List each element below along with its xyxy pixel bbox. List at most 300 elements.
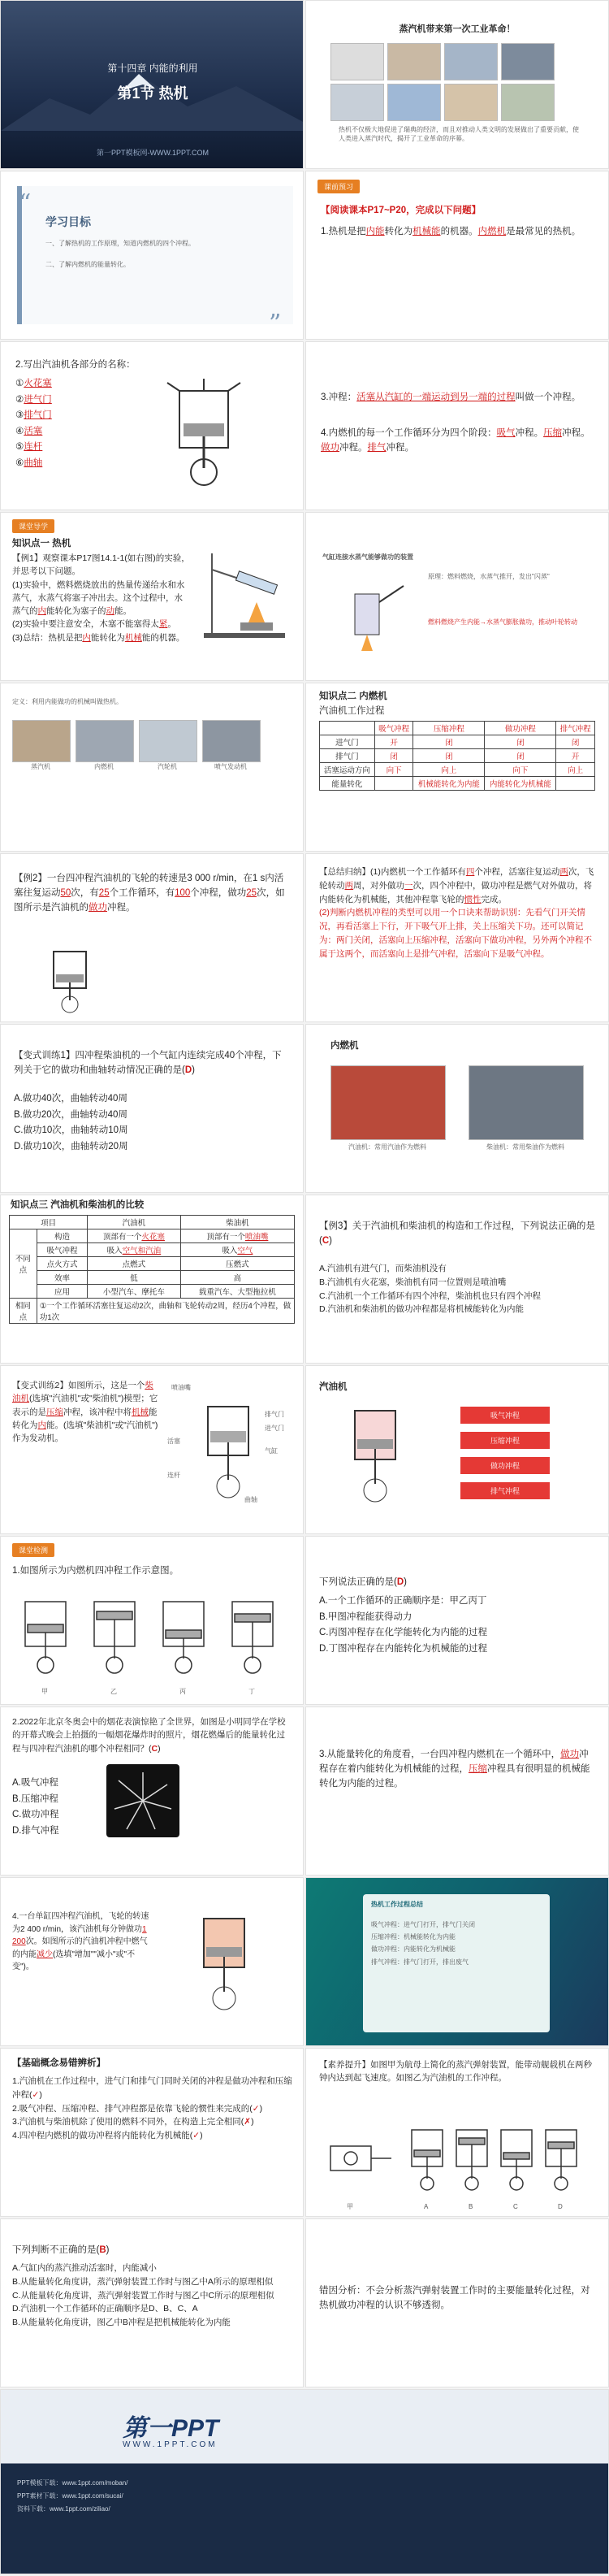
device-caption: 燃料燃烧产生内能→水蒸气膨胀做功，推动叶轮转动: [428, 618, 577, 626]
answer: C: [322, 1235, 330, 1246]
cell: [374, 777, 413, 791]
mnemonic: (2)判断内燃机冲程的类型可以用一个口诀来帮助识别：先看气门开关情况，再看活塞上下行，开下吸气开上排，关上压缩关下功。还可以简记为：两门关闭，活塞向上压缩冲程，活塞向下做功冲程，另外两个冲程不属于这两个，而活塞向上是排气冲程，活塞向下是吸气冲程。: [319, 908, 592, 959]
slide-variant-2: [0, 1365, 304, 1534]
q-end: ): [106, 2245, 110, 2255]
p3c: 叫做一个冲程。: [515, 392, 581, 402]
t: ): [200, 2131, 203, 2141]
step-exhaust: 排气冲程: [460, 1482, 550, 1499]
photo-train: [501, 43, 555, 80]
options: [319, 1262, 595, 1316]
row-label: 排气门: [320, 749, 375, 763]
ans-3: 内燃机: [477, 227, 507, 236]
question: 1.如图所示为内燃机四冲程工作示意图。: [12, 1566, 179, 1576]
option-a: A.一个工作循环的正确顺序是：甲乙丙丁: [319, 1596, 487, 1606]
items: [12, 2075, 293, 2143]
th-4: 排气冲程: [556, 722, 595, 735]
row-label: 应用: [37, 1285, 87, 1299]
cell: 闭: [556, 735, 595, 749]
question: [12, 2244, 110, 2258]
stroke-power: 做功: [321, 442, 339, 453]
cell: 向下: [485, 763, 556, 777]
engine-diagram: [330, 1403, 420, 1516]
answer: B: [99, 2245, 106, 2255]
note: B.从能量转化角度讲，图乙中B冲程是把机械能转化为内能: [12, 2318, 231, 2328]
e3: (2)实验中要注意安全，木塞不能塞得太: [12, 619, 159, 630]
slide-enhancement: [305, 2048, 609, 2217]
mark: ✓: [192, 2131, 201, 2141]
option-c: C.丙图冲程存在化学能转化为内能的过程: [319, 1628, 487, 1638]
cell: [556, 777, 595, 791]
e4c: 能的机器。: [141, 632, 185, 643]
q: 【变式训练1】四冲程柴油机的一个气缸内连续完成40个冲程，下列关于它的做功和曲轴转动情况正确的是(: [14, 1051, 282, 1075]
t: ): [259, 2103, 263, 2114]
n4: ④: [15, 426, 24, 436]
ans: 两: [559, 867, 568, 877]
analysis: 错因分析：不会分析蒸汽弹射装置工作时的主要能量转化过程，对热机做功冲程的认识不够透彻。: [319, 2286, 590, 2310]
photo-car: [444, 84, 498, 121]
option-a: A.气缸内的蒸汽推动活塞时，内能减小: [12, 2263, 157, 2273]
mark: ✗: [244, 2117, 252, 2127]
q1-c: 的机器。: [440, 227, 478, 236]
slide-industrial-revolution: [305, 0, 609, 169]
photo-turbine: [139, 720, 197, 762]
stroke-flow: [460, 1407, 550, 1499]
a1: 内: [37, 606, 46, 617]
ans: 做功: [89, 902, 107, 913]
ans: 内: [37, 1420, 46, 1430]
label-cylinder: 气缸: [265, 1447, 278, 1455]
stroke-table: [319, 721, 595, 791]
knowledge-head: 知识点二 内燃机: [319, 692, 387, 701]
footer-2: PPT素材下载：www.1ppt.com/sucai/: [17, 2492, 123, 2500]
diesel-diagram: [188, 1390, 269, 1512]
e4: (3)总结：热机是把: [12, 632, 83, 643]
photo-motorcycle: [330, 1065, 446, 1140]
option-b: B.汽油机有火花塞，柴油机有同一位置则是喷油嘴: [319, 1277, 507, 1287]
label-rod: 连杆: [167, 1472, 180, 1479]
label-c: C: [513, 2203, 518, 2210]
cell: 小型汽车、摩托车: [88, 1285, 181, 1299]
label-a: 甲: [41, 1688, 48, 1695]
q1-b: 转化为: [384, 227, 413, 236]
p4b-4: 冲程。: [386, 442, 414, 453]
knowledge-head: 知识点一 热机: [12, 539, 71, 549]
caption: 热机不仅极大地促进了瑞典的经济，而且对推动人类文明的发展做出了重要贡献，使人类进入蒸汽时代，揭开了工业革命的序幕。: [339, 126, 579, 142]
example-text: [14, 872, 290, 915]
stroke-compression: 压缩: [543, 428, 563, 438]
section-title: 第1节 热机: [117, 85, 188, 102]
slide-ending: [0, 2389, 609, 2574]
t3: (选填"增加""减小"或"不变")。: [12, 1949, 136, 1971]
e2: (1)实验中，燃料燃烧放出的热量传递给水和水蒸气，水蒸气将塞子冲出去。这个过程中，水蒸气的: [12, 579, 185, 617]
p3-answer: 活塞从汽缸的一端运动到另一端的过程: [356, 392, 516, 402]
cell: 向下: [374, 763, 413, 777]
th: 柴油机: [180, 1216, 294, 1229]
t6: 完成。: [481, 894, 507, 904]
question: [319, 1748, 595, 1791]
p4a: 4.内燃机的每一个工作循环分为四个阶段：: [321, 428, 497, 438]
slide-variant-1: [0, 1024, 304, 1193]
t4: 周，对外做功: [353, 880, 404, 891]
option-a: A.做功40次，曲轴转动40周: [14, 1094, 127, 1104]
slide-goals: [0, 171, 304, 340]
summary-text: [319, 865, 597, 961]
cell: 闭: [413, 735, 485, 749]
caption-1: 汽油机：常用汽油作为燃料: [348, 1143, 426, 1151]
cell: 高: [180, 1271, 294, 1285]
slide-engine-parts: [0, 341, 304, 510]
badge: 课前预习: [317, 180, 360, 193]
label-piston: 活塞: [167, 1438, 180, 1445]
ans-1: 内能: [365, 227, 385, 236]
comparison-table: [9, 1215, 295, 1324]
answer: D: [184, 1065, 192, 1075]
t: 1.汽油机在工作过程中，进气门和排气门同时关闭的冲程是做功冲程和压缩冲程(: [12, 2076, 292, 2100]
stroke-exhaust: 排气: [367, 442, 387, 453]
option-d: D.丁图冲程存在内能转化为机械能的过程: [319, 1643, 487, 1654]
question: [319, 1576, 407, 1590]
answer: D: [396, 1577, 404, 1587]
t1: 【变式训练2】如图所示，这是一个: [12, 1381, 145, 1390]
options: [319, 1594, 487, 1657]
label-a: A: [424, 2203, 429, 2210]
cell: 闭: [485, 735, 556, 749]
t: 3.汽油机与柴油机除了使用的燃料不同外，在构造上完全相同(: [12, 2117, 244, 2127]
ans: 压缩: [46, 1407, 63, 1417]
t5: 能。(选填"柴油机"或"汽油机")作为发动机。: [12, 1420, 158, 1444]
card-rows: [371, 1919, 542, 1968]
engine-diagram: [179, 1902, 269, 2024]
cell: 点燃式: [88, 1257, 181, 1271]
photo-plane: [330, 84, 384, 121]
label-d: 丁: [248, 1688, 255, 1695]
q-end: ): [158, 1743, 161, 1754]
definition: 定义：利用内能做功的机械叫做热机。: [12, 698, 123, 705]
p3: [321, 391, 597, 405]
q-end: ): [404, 1577, 407, 1587]
photo-steam-engine: [330, 43, 384, 80]
option-b: B.做功20次，曲轴转动40周: [14, 1109, 127, 1120]
p4b-3: 冲程。: [339, 442, 368, 453]
ans: 一: [404, 880, 413, 891]
cell: 内能转化为机械能: [485, 777, 556, 791]
answer: C: [151, 1743, 158, 1754]
ans: 做功: [560, 1750, 580, 1759]
photo-steam: [12, 720, 71, 762]
cylinder-diagram: [33, 943, 106, 1017]
slide-test-1: [0, 1536, 304, 1705]
ans: 压缩: [469, 1763, 487, 1774]
t4: 能转化为: [12, 1407, 158, 1430]
parts-list: [15, 376, 89, 471]
option-d: D.汽油机一个工作循环的正确顺序是D、B、C、A: [12, 2304, 198, 2314]
question: [12, 1715, 293, 1755]
row: 压缩冲程：机械能转化为内能: [371, 1933, 456, 1941]
parts-title: 2.写出汽油机各部分的名称：: [15, 360, 136, 370]
caption-2: 柴油机：常用柴油作为燃料: [486, 1143, 564, 1151]
four-strokes-diagram: [17, 1594, 285, 1683]
option-b: B.从能量转化角度讲，蒸汽弹射装置工作时与图乙中A所示的原理相似: [12, 2276, 274, 2287]
ans: 两: [344, 880, 353, 891]
slide-heat-engine-def: [0, 683, 304, 852]
n6: ⑥: [15, 458, 24, 468]
slide-knowledge-1: [0, 512, 304, 681]
th: 汽油机: [88, 1216, 181, 1229]
question: [12, 1379, 158, 1445]
q-end: ): [192, 1065, 195, 1075]
a4: 内: [82, 632, 91, 643]
t2: 冲程存在着内能转化为机械能的过程，: [319, 1750, 589, 1774]
part-intake-valve: 进气门: [24, 394, 52, 405]
title: 内燃机: [330, 1041, 359, 1051]
card-title: 热机工作过程总结: [371, 1901, 423, 1908]
sub-head: 汽油机工作过程: [319, 706, 385, 716]
e4b: 能转化为: [90, 632, 125, 643]
question: [12, 1910, 150, 1974]
t1: 【例2】一台四冲程汽油机的飞轮的转速是3 000 r/min，在1 s内活塞往复运动: [14, 874, 284, 898]
slide-steam-device: [305, 512, 609, 681]
quote-icon: “: [19, 189, 32, 218]
option-d: D.排气冲程: [12, 1825, 59, 1836]
ans: 1 200: [12, 1924, 147, 1946]
slide-title: 蒸汽机带来第一次工业革命！: [399, 24, 516, 34]
slide-error-analysis: [305, 2218, 609, 2387]
n5: ⑤: [15, 442, 24, 453]
cell: 闭: [485, 749, 556, 763]
ans: 25: [246, 887, 257, 898]
label-b: 乙: [110, 1688, 117, 1695]
photo-old-car: [387, 43, 441, 80]
slide-summary: [305, 853, 609, 1022]
q-end: ): [329, 1235, 332, 1246]
slide-enhancement-options: [0, 2218, 304, 2387]
a2: 动: [106, 606, 114, 617]
slide-preview: [305, 171, 609, 340]
ans: 空气和汽油: [122, 1247, 162, 1255]
option-a: A.吸气冲程: [12, 1778, 58, 1788]
ans: 空气: [237, 1247, 253, 1255]
label-c: 丙: [179, 1688, 186, 1695]
n2: ②: [15, 394, 24, 405]
row-group: 不同点: [10, 1229, 37, 1299]
kind-2: 内燃机: [94, 763, 114, 770]
part-crankshaft: 曲轴: [24, 458, 43, 468]
q: 下列判断不正确的是(: [12, 2245, 100, 2255]
footer-3: 资料下载：www.1ppt.com/ziliao/: [17, 2505, 110, 2513]
q1-a: 1.热机是把: [321, 227, 366, 236]
step-intake: 吸气冲程: [460, 1407, 550, 1424]
kind-4: 喷气发动机: [214, 763, 247, 770]
options: [12, 1776, 59, 1839]
ans-2: 机械能: [412, 227, 441, 236]
t6: 冲程。: [107, 902, 136, 913]
t: 2.吸气冲程、压缩冲程、排气冲程都是依靠飞轮的惯性来完成的(: [12, 2103, 253, 2114]
slide-test-4: [0, 1877, 304, 2046]
th: 项目: [10, 1216, 88, 1229]
cell: 开: [556, 749, 595, 763]
ans: 减少: [37, 1949, 53, 1959]
slide-knowledge-2: [305, 683, 609, 852]
option-d: D.做功10次，曲轴转动20周: [14, 1141, 128, 1151]
goals-title: 学习目标: [45, 215, 91, 228]
row: 排气冲程：排气门打开，排出废气: [371, 1958, 469, 1966]
option-b: B.甲图冲程能获得动力: [319, 1611, 412, 1622]
ans: 惯性: [464, 894, 482, 904]
q1: [321, 225, 597, 240]
row-label: 进气门: [320, 735, 375, 749]
photo-firework: [106, 1764, 179, 1837]
q: 2.2022年北京冬奥会中的烟花表演惊艳了全世界，如图是小明同学在学校的开幕式晚会上拍摄的一幅烟花爆炸时的照片，烟花燃爆后的能量转化过程与四冲程汽油机的哪个冲程相同？(: [12, 1717, 286, 1754]
example-1: [12, 552, 191, 644]
e2b: 能转化为塞子的: [46, 606, 106, 617]
photo-ship: [444, 43, 498, 80]
row: 做功冲程：内能转化为机械能: [371, 1945, 456, 1954]
ans: 25: [98, 887, 110, 898]
photo-rocket: [387, 84, 441, 121]
question: [319, 1220, 595, 1249]
part-piston: 活塞: [24, 426, 43, 436]
question: [14, 1049, 290, 1078]
part-spark-plug: 火花塞: [24, 379, 52, 388]
head: 【基础概念易错辨析】: [12, 2058, 106, 2068]
q1-d: 是最常见的热机。: [506, 227, 581, 236]
slide-comparison: [0, 1195, 304, 1364]
a5: 机械: [124, 632, 142, 643]
mark: ✓: [32, 2089, 40, 2100]
cell: 开: [374, 735, 413, 749]
t2: 个冲程，活塞往复运动: [474, 867, 560, 877]
cell: 低: [88, 1271, 181, 1285]
badge: 课堂导学: [12, 519, 54, 533]
t: 吸入: [106, 1247, 123, 1255]
row: 吸气冲程：进气门打开，排气门关闭: [371, 1921, 475, 1928]
t: ): [39, 2089, 42, 2100]
logo: 第一PPT: [123, 2415, 219, 2442]
ans: 50: [60, 887, 71, 898]
label-b: B: [469, 2203, 473, 2210]
step-power: 做功冲程: [460, 1457, 550, 1474]
goals-card: [17, 186, 293, 324]
label-exhaust: 排气门: [265, 1411, 284, 1418]
option-c: C.从能量转化角度讲，蒸汽弹射装置工作时与图乙中C所示的原理相似: [12, 2290, 274, 2301]
ans: 100: [175, 887, 191, 898]
knowledge-head: 知识点三 汽油机和柴油机的比较: [11, 1200, 145, 1210]
slide-test-3: [305, 1706, 609, 1876]
cell: 机械能转化为内能: [413, 777, 485, 791]
row-group: 相同点: [10, 1299, 37, 1324]
reading-head: 【阅读课本P17~P20，完成以下问题】: [321, 206, 482, 215]
slide-test-1-options: [305, 1536, 609, 1705]
cell: 载重汽车、大型拖拉机: [180, 1285, 294, 1299]
label-jia: 甲: [347, 2203, 353, 2210]
slide-misconceptions: [0, 2048, 304, 2217]
t5: 次，如图所示是汽油机的: [14, 887, 285, 913]
step-compression: 压缩冲程: [460, 1432, 550, 1449]
chapter-title: 第十四章 内能的利用: [107, 63, 198, 74]
engine-diagram: [155, 375, 253, 497]
th-3: 做功冲程: [485, 722, 556, 735]
cell: 闭: [413, 749, 485, 763]
options: [12, 2262, 293, 2330]
t: 顶部有一个: [102, 1233, 142, 1242]
photo-jet: [202, 720, 261, 762]
label-intake: 进气门: [265, 1425, 284, 1432]
ans: 喷油嘴: [244, 1233, 269, 1242]
t3: 冲程具有很明显的机械能转化为内能的过程。: [319, 1763, 590, 1789]
slide-gasoline-engine: [305, 1365, 609, 1534]
q: 【例3】关于汽油机和柴油机的构造和工作过程，下列说法正确的是(: [319, 1221, 595, 1246]
option-b: B.压缩冲程: [12, 1793, 58, 1804]
row-label: 构造: [37, 1229, 87, 1243]
ans: 机械: [132, 1407, 149, 1417]
slide-cover: [0, 0, 304, 169]
t2: 次。如图所示的汽油机冲程中燃气的内能: [12, 1937, 148, 1959]
site-label: 第一PPT模板网-WWW.1PPT.COM: [97, 149, 209, 157]
badge: 课堂检测: [12, 1543, 54, 1557]
kind-1: 蒸汽机: [31, 763, 50, 770]
slide-stroke-def: [305, 341, 609, 510]
t3: 个工作循环，有: [109, 887, 175, 898]
t3: 冲程，该冲程中将: [63, 1407, 132, 1417]
t1: 【总结归纳】(1)内燃机一个工作循环有: [319, 867, 466, 877]
th-2: 压缩冲程: [413, 722, 485, 735]
part-exhaust-valve: 排气门: [24, 410, 52, 421]
stroke-intake: 吸气: [496, 428, 516, 438]
goal-2: 二、了解内燃机的能量转化。: [45, 261, 130, 268]
t5: 次，四个冲程中，做功冲程是燃气对外做功，将内能转化为机械能，其他冲程靠飞轮的: [319, 880, 592, 904]
test-tube-diagram: [204, 545, 293, 643]
e2c: 能。: [114, 606, 132, 617]
label-d: D: [558, 2203, 563, 2210]
e3b: 。: [167, 619, 176, 630]
th-0: [320, 722, 375, 735]
option-a: A.汽油机有进气门，而柴油机没有: [319, 1264, 447, 1273]
ans: 四: [465, 867, 475, 877]
photo-truck: [469, 1065, 584, 1140]
slide-example-3: [305, 1195, 609, 1364]
cell: 压燃式: [180, 1257, 294, 1271]
photo-ic-engine: [76, 720, 134, 762]
t1: 3.从能量转化的角度看，一台四冲程内燃机在一个循环中，: [319, 1750, 561, 1759]
cell: ①一个工作循环活塞往复运动2次，曲轴和飞轮转动2周，经历4个冲程，做功1次: [37, 1299, 294, 1324]
slide-summary-graphic: [305, 1877, 609, 2046]
ans: 柴油机: [12, 1381, 153, 1404]
device-note: 原理：燃料燃烧，水蒸气推开，发出"闪蒸": [428, 573, 550, 580]
t2: 次，有: [71, 887, 99, 898]
q: 下列说法正确的是(: [319, 1577, 397, 1587]
option-d: D.汽油机和柴油机的做功冲程都是将机械能转化为内能: [319, 1304, 524, 1315]
slide-test-2: [0, 1706, 304, 1876]
n1: ①: [15, 379, 24, 388]
p4b-1: 冲程。: [515, 428, 544, 438]
steam-device-diagram: [330, 578, 412, 659]
t: ): [251, 2117, 254, 2127]
cell: 向上: [556, 763, 595, 777]
question: 【素养提升】如图甲为航母上简化的蒸汽弹射装置，能带动舰载机在两秒钟内达到起飞速度。如图乙为汽油机的工作冲程。: [319, 2060, 592, 2084]
p3a: 3.冲程：: [321, 392, 357, 402]
row-label: 活塞运动方向: [320, 763, 375, 777]
th-1: 吸气冲程: [374, 722, 413, 735]
catapult-and-strokes: [322, 2122, 594, 2203]
t: 4.四冲程内燃机的做功冲程将内能转化为机械能(: [12, 2131, 193, 2141]
label-injector: 喷油嘴: [171, 1384, 191, 1391]
device-title: 气缸连接水蒸气能够做功的装置: [322, 553, 413, 561]
row-label: 点火方式: [37, 1257, 87, 1271]
p4b-2: 冲程。: [562, 428, 590, 438]
title: 汽油机: [319, 1382, 348, 1392]
t: 吸入: [222, 1247, 238, 1255]
mark: ✓: [252, 2103, 260, 2114]
